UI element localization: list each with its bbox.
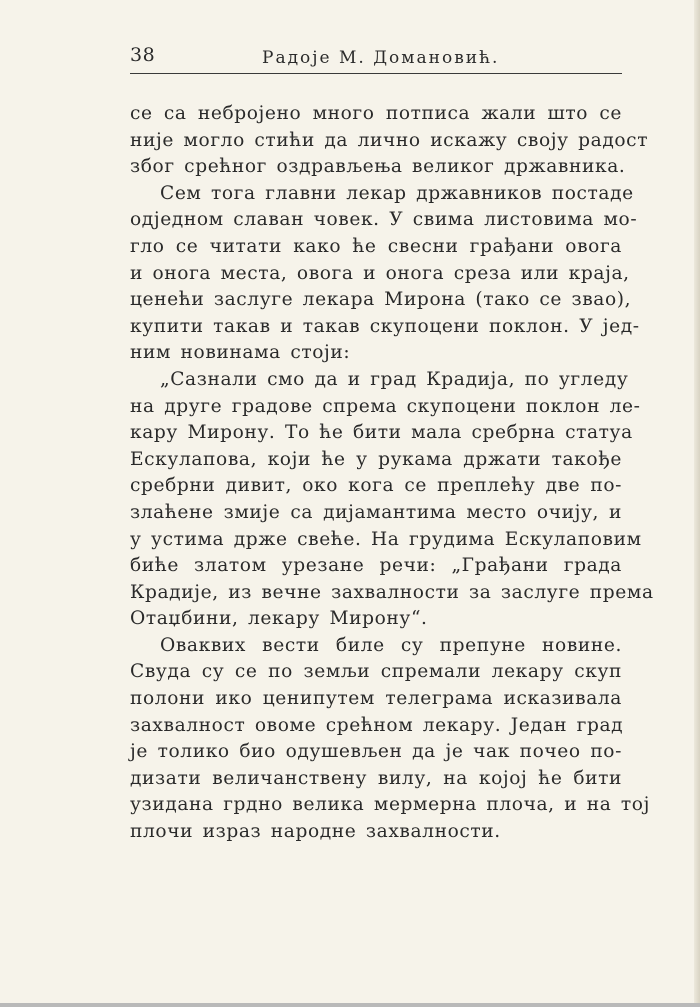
running-head: Радоје М. Домановић. [262,48,500,68]
text-line: Ескулапова, који ће у рукама држати такође [130,448,622,470]
bottom-edge [0,1003,700,1007]
text-line: Свуда су се по земљи спремали лекару скуп [130,661,622,683]
text-line: у устима држе свеће. На грудима Ескулаповим [130,528,642,550]
text-line: дизати величанствену вилу, на којој ће бити [130,767,622,789]
text-line: због срећног оздрављења великог државника. [130,156,626,178]
text-line: „Сазнали смо да и град Крадија, по угледу [160,368,629,390]
text-line: биће златом урезане речи: „Грађани града [130,555,622,577]
page-edge [694,0,700,1007]
header-rule [130,73,622,74]
text-line: ценећи заслуге лекара Мирона (тако се звао), [130,289,632,311]
text-line: плочи израз народне захвалности. [130,821,501,843]
text-line: ним новинама стоји: [130,342,351,364]
text-line: Крадије, из вечне захвалности за заслуге према [130,581,654,603]
text-line: на друге градове спрема скупоцени поклон ле- [130,395,641,417]
text-line: није могло стићи да лично искажу своју радост [130,129,649,151]
text-line: се са небројено много потписа жали што се [130,103,622,124]
text-line: и онога места, овога и онога среза или краја, [130,262,630,284]
text-line: Сем тога главни лекар државников постаде [160,182,634,204]
text-line: Отаџбини, лекару Мирону“. [130,608,428,630]
text-line: одједном славан човек. У свима листовима мо- [130,209,638,231]
body-text [130,101,654,846]
text-line: Оваквих вести биле су препуне новине. [160,634,622,656]
text-line: гло се читати како ће свесни грађани овога [130,235,622,257]
text-line: кару Мирону. То ће бити мала сребрна статуа [130,422,633,444]
text-line: злаћене змије са дијамантима место очију, и [130,501,622,523]
text-line: сребрни дивит, око кога се преплећу две по- [130,475,622,497]
text-line: купити такав и такав скупоцени поклон. У јед- [130,315,640,337]
text-line: узидана грдно велика мермерна плоча, и на тој [130,794,650,816]
text-line: је толико био одушевљен да је чак почео по- [130,741,622,763]
text-line: захвалност овоме срећном лекару. Један град [130,714,624,736]
page-number: 38 [130,44,156,66]
text-line: полони ико ценипутем телеграма исказивала [130,688,622,710]
page-header [130,44,622,72]
